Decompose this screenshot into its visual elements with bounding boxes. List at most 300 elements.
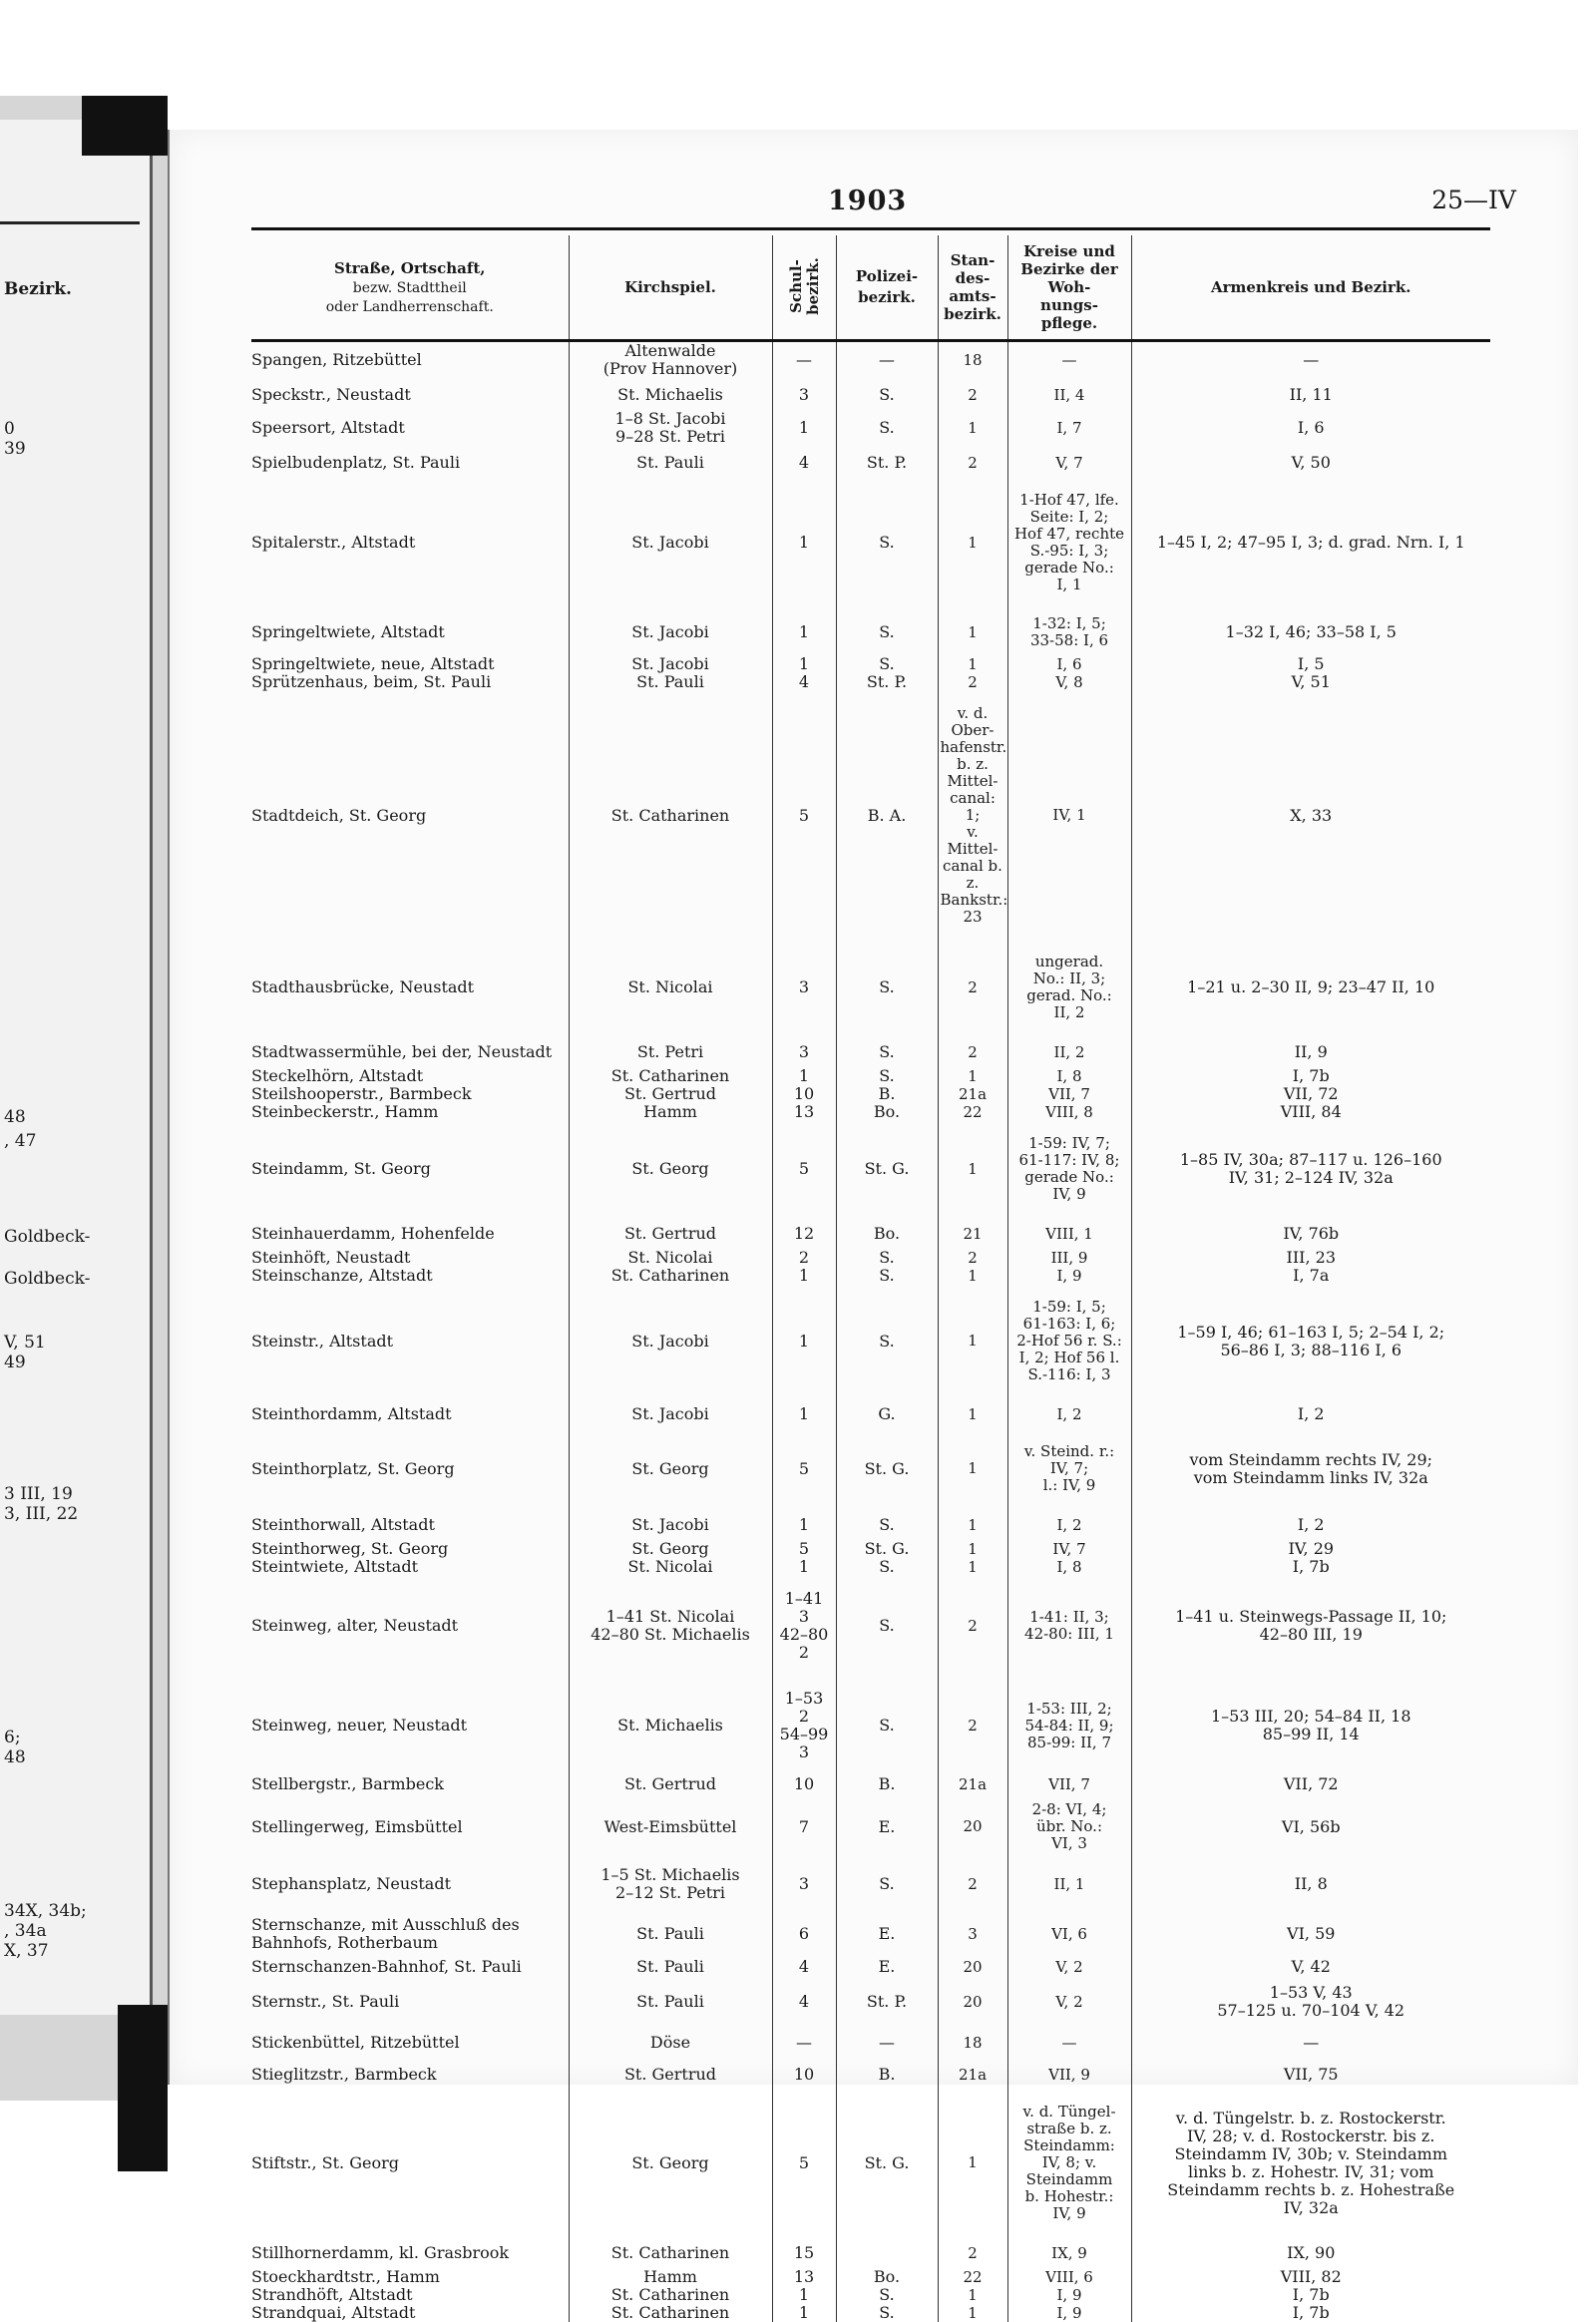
poor-relief-cell: I, 7b	[1131, 2286, 1490, 2304]
school-cell: 1	[772, 1067, 836, 1085]
registry-cell: 1	[938, 1397, 1007, 1429]
welfare-cell: II, 4	[1007, 378, 1131, 410]
page-number: 25—IV	[1431, 186, 1516, 214]
parish-cell: St. Michaelis	[569, 378, 772, 410]
registry-cell: 1	[938, 1558, 1007, 1576]
parish-cell: St. Catharinen	[569, 2304, 772, 2322]
police-cell: Bo.	[836, 1103, 938, 1121]
school-cell: 6	[772, 1908, 836, 1958]
parish-cell: St. Gertrud	[569, 1085, 772, 1103]
police-cell: St. P.	[836, 446, 938, 478]
police-cell: S.	[836, 410, 938, 446]
parish-cell: 1–41 St. Nicolai 42–80 St. Michaelis	[569, 1576, 772, 1676]
binding-edge-bottom	[118, 2005, 168, 2171]
school-cell: 3	[772, 940, 836, 1035]
table-row	[251, 2304, 1490, 2322]
poor-relief-cell: vom Steindamm rechts IV, 29; vom Steindamm links IV, 32a	[1131, 1429, 1490, 1508]
table-row	[251, 1676, 1490, 1775]
parish-cell: St. Pauli	[569, 446, 772, 478]
poor-relief-cell: V, 50	[1131, 446, 1490, 478]
welfare-cell: I, 9	[1007, 1267, 1131, 1285]
left-fragment: 48	[4, 1107, 26, 1127]
welfare-cell: I, 6	[1007, 655, 1131, 673]
police-cell: B.	[836, 2058, 938, 2090]
school-cell: 1	[772, 607, 836, 655]
police-cell: S.	[836, 1676, 938, 1775]
registry-cell: 20	[938, 1793, 1007, 1858]
welfare-cell: V, 7	[1007, 446, 1131, 478]
police-cell: S.	[836, 1576, 938, 1676]
street-cell: Steindamm, St. Georg	[251, 1159, 431, 1178]
parish-cell: St. Nicolai	[569, 1558, 772, 1576]
header-rule	[251, 227, 1490, 230]
poor-relief-cell: I, 7b	[1131, 1067, 1490, 1085]
parish-cell: St. Georg	[569, 1540, 772, 1558]
poor-relief-cell: VIII, 84	[1131, 1103, 1490, 1121]
street-cell: Steinbeckerstr., Hamm	[251, 1102, 439, 1121]
parish-cell: West-Eimsbüttel	[569, 1793, 772, 1858]
welfare-cell: I, 8	[1007, 1067, 1131, 1085]
street-cell: Steinhauerdamm, Hohenfelde	[251, 1224, 495, 1243]
welfare-cell: 1-41: II, 3; 42-80: III, 1	[1007, 1576, 1131, 1676]
street-cell: Steinweg, neuer, Neustadt	[251, 1716, 468, 1735]
street-cell: Stieglitzstr., Barmbeck	[251, 2065, 437, 2084]
poor-relief-cell: V, 42	[1131, 1958, 1490, 1976]
registry-cell: 1	[938, 655, 1007, 673]
parish-cell: St. Jacobi	[569, 1285, 772, 1397]
table-row	[251, 1976, 1490, 2026]
table-row	[251, 1576, 1490, 1676]
welfare-cell: IV, 7	[1007, 1540, 1131, 1558]
table-row	[251, 2236, 1490, 2268]
left-fragment: 6;	[4, 1728, 21, 1747]
school-cell: 1–53 2 54–99 3	[772, 1676, 836, 1775]
welfare-cell: II, 2	[1007, 1035, 1131, 1067]
poor-relief-cell: 1–53 V, 43 57–125 u. 70–104 V, 42	[1131, 1976, 1490, 2026]
registry-cell: 1	[938, 1429, 1007, 1508]
parish-cell: St. Georg	[569, 2090, 772, 2236]
registry-cell: 1	[938, 1267, 1007, 1285]
police-cell: S.	[836, 1285, 938, 1397]
welfare-cell: VII, 7	[1007, 1775, 1131, 1793]
police-cell: S.	[836, 478, 938, 607]
school-cell: 4	[772, 446, 836, 478]
school-cell: 12	[772, 1217, 836, 1249]
column-header-police: Polizei- bezirk.	[836, 235, 938, 341]
welfare-cell: v. d. Tüngel- straße b. z. Steindamm: IV, 8; v. Steindamm b. Hohestr.: IV, 9	[1007, 2090, 1131, 2236]
welfare-cell: IV, 1	[1007, 691, 1131, 940]
parish-cell: St. Jacobi	[569, 478, 772, 607]
police-cell: S.	[836, 655, 938, 673]
table-row	[251, 1397, 1490, 1429]
column-header-street	[251, 235, 569, 341]
street-cell: Stillhornerdamm, kl. Grasbrook	[251, 2243, 510, 2262]
welfare-cell: V, 8	[1007, 673, 1131, 691]
street-cell: Stickenbüttel, Ritzebüttel	[251, 2033, 460, 2052]
column-title: Straße, Ortschaft,	[334, 258, 486, 277]
poor-relief-cell: 1–41 u. Steinwegs-Passage II, 10; 42–80 III, 19	[1131, 1576, 1490, 1676]
left-fragment: 49	[4, 1353, 26, 1372]
police-cell	[836, 2236, 938, 2268]
welfare-cell: ungerad. No.: II, 3; gerad. No.: II, 2	[1007, 940, 1131, 1035]
poor-relief-cell: VII, 72	[1131, 1085, 1490, 1103]
registry-cell: 2	[938, 940, 1007, 1035]
poor-relief-cell: I, 2	[1131, 1508, 1490, 1540]
school-cell: 13	[772, 2268, 836, 2286]
street-cell: Sternschanze, mit Ausschluß des Bahnhofs, Rotherbaum	[251, 1915, 520, 1952]
column-header-welfare: Kreise und Bezirke der Woh- nungs- pflege.	[1007, 235, 1131, 341]
school-cell: 10	[772, 2058, 836, 2090]
school-cell: 3	[772, 1035, 836, 1067]
parish-cell: St. Pauli	[569, 673, 772, 691]
school-cell: 1	[772, 1508, 836, 1540]
left-fragment: V, 51	[4, 1333, 46, 1353]
registry-cell: 1	[938, 410, 1007, 446]
street-cell: Steinthorweg, St. Georg	[251, 1539, 449, 1558]
table-row	[251, 1540, 1490, 1558]
poor-relief-cell: VI, 59	[1131, 1908, 1490, 1958]
street-cell: Springeltwiete, neue, Altstadt	[251, 654, 495, 673]
street-cell: Steinhöft, Neustadt	[251, 1248, 411, 1267]
school-cell: 10	[772, 1085, 836, 1103]
school-cell: 1	[772, 1285, 836, 1397]
registry-cell: 2	[938, 1249, 1007, 1267]
police-cell: —	[836, 341, 938, 379]
parish-cell: St. Pauli	[569, 1958, 772, 1976]
street-cell: Sprützenhaus, beim, St. Pauli	[251, 672, 492, 691]
table-row	[251, 1508, 1490, 1540]
table-header-row	[251, 235, 1490, 341]
left-fragment: 34X, 34b;	[4, 1901, 87, 1921]
poor-relief-cell: VI, 56b	[1131, 1793, 1490, 1858]
registry-cell: 22	[938, 1103, 1007, 1121]
welfare-cell: —	[1007, 341, 1131, 379]
school-cell: 5	[772, 1429, 836, 1508]
welfare-cell: I, 9	[1007, 2286, 1131, 2304]
poor-relief-cell: II, 11	[1131, 378, 1490, 410]
school-cell: 4	[772, 1976, 836, 2026]
police-cell: S.	[836, 2286, 938, 2304]
parish-cell: St. Catharinen	[569, 691, 772, 940]
registry-cell: 1	[938, 2090, 1007, 2236]
table-row	[251, 607, 1490, 655]
welfare-cell: 2-8: VI, 4; übr. No.: VI, 3	[1007, 1793, 1131, 1858]
street-cell: Stadtwassermühle, bei der, Neustadt	[251, 1042, 553, 1061]
parish-cell: St. Jacobi	[569, 1508, 772, 1540]
left-fragment: 0	[4, 419, 15, 439]
school-cell: 1	[772, 1558, 836, 1576]
column-header-parish: Kirchspiel.	[569, 235, 772, 341]
table-row	[251, 446, 1490, 478]
welfare-cell: 1-Hof 47, lfe. Seite: I, 2; Hof 47, rechte S.-95: I, 3; gerade No.: I, 1	[1007, 478, 1131, 607]
school-cell: 5	[772, 1540, 836, 1558]
poor-relief-cell: I, 7b	[1131, 2304, 1490, 2322]
school-cell: 3	[772, 378, 836, 410]
police-cell: E.	[836, 1793, 938, 1858]
registry-cell: 22	[938, 2268, 1007, 2286]
police-cell: St. P.	[836, 1976, 938, 2026]
police-cell: S.	[836, 378, 938, 410]
registry-cell: 20	[938, 1958, 1007, 1976]
table-row	[251, 410, 1490, 446]
welfare-cell: 1-59: IV, 7; 61-117: IV, 8; gerade No.: IV, 9	[1007, 1121, 1131, 1217]
street-cell: Steintwiete, Altstadt	[251, 1557, 419, 1576]
street-cell: Springeltwiete, Altstadt	[251, 622, 445, 641]
welfare-cell: VIII, 1	[1007, 1217, 1131, 1249]
welfare-cell: II, 1	[1007, 1858, 1131, 1908]
police-cell: St. G.	[836, 2090, 938, 2236]
street-cell: Steinweg, alter, Neustadt	[251, 1616, 459, 1635]
poor-relief-cell: I, 5	[1131, 655, 1490, 673]
police-cell: S.	[836, 607, 938, 655]
column-header-poor: Armenkreis und Bezirk.	[1131, 235, 1490, 341]
table-row	[251, 2026, 1490, 2058]
registry-cell: 2	[938, 1676, 1007, 1775]
welfare-cell: I, 2	[1007, 1508, 1131, 1540]
table-row	[251, 1429, 1490, 1508]
left-fragment: Goldbeck-	[4, 1227, 91, 1247]
street-cell: Spitalerstr., Altstadt	[251, 533, 416, 552]
school-cell: —	[772, 2026, 836, 2058]
street-cell: Speckstr., Neustadt	[251, 385, 411, 404]
parish-cell: Altenwalde (Prov Hannover)	[569, 341, 772, 379]
school-cell: 5	[772, 2090, 836, 2236]
police-cell: S.	[836, 1267, 938, 1285]
table-row	[251, 673, 1490, 691]
poor-relief-cell: I, 6	[1131, 410, 1490, 446]
street-cell: Speersort, Altstadt	[251, 418, 405, 437]
registry-cell: 1	[938, 1540, 1007, 1558]
left-fragment: 3, III, 22	[4, 1504, 79, 1524]
registry-cell: 2	[938, 2236, 1007, 2268]
welfare-cell: VIII, 8	[1007, 1103, 1131, 1121]
registry-cell: 1	[938, 2286, 1007, 2304]
street-cell: Stoeckhardtstr., Hamm	[251, 2267, 440, 2286]
parish-cell: Hamm	[569, 2268, 772, 2286]
registry-cell: 2	[938, 446, 1007, 478]
registry-cell: 21a	[938, 2058, 1007, 2090]
welfare-cell: I, 8	[1007, 1558, 1131, 1576]
parish-cell: St. Catharinen	[569, 1267, 772, 1285]
welfare-cell: V, 2	[1007, 1976, 1131, 2026]
parish-cell: St. Pauli	[569, 1976, 772, 2026]
street-cell: Steckelhörn, Altstadt	[251, 1066, 424, 1085]
welfare-cell: VII, 9	[1007, 2058, 1131, 2090]
registry-cell: 21a	[938, 1775, 1007, 1793]
table-row	[251, 2268, 1490, 2286]
police-cell: S.	[836, 1508, 938, 1540]
parish-cell: St. Petri	[569, 1035, 772, 1067]
school-cell: 1	[772, 1397, 836, 1429]
street-cell: Sternstr., St. Pauli	[251, 1992, 400, 2011]
police-cell: St. G.	[836, 1121, 938, 1217]
page-year: 1903	[828, 186, 908, 216]
registry-cell: 1	[938, 607, 1007, 655]
registry-cell: 1	[938, 1285, 1007, 1397]
table-row	[251, 1793, 1490, 1858]
police-cell: S.	[836, 1858, 938, 1908]
registry-cell: 1	[938, 1121, 1007, 1217]
parish-cell: Döse	[569, 2026, 772, 2058]
poor-relief-cell: 1–32 I, 46; 33–58 I, 5	[1131, 607, 1490, 655]
poor-relief-cell: III, 23	[1131, 1249, 1490, 1267]
poor-relief-cell: 1–45 I, 2; 47–95 I, 3; d. grad. Nrn. I, 1	[1131, 478, 1490, 607]
registry-cell: 18	[938, 2026, 1007, 2058]
parish-cell: St. Pauli	[569, 1908, 772, 1958]
left-page-edge	[0, 120, 153, 2015]
street-cell: Stellbergstr., Barmbeck	[251, 1774, 444, 1793]
street-cell: Steilshooperstr., Barmbeck	[251, 1084, 472, 1103]
running-head	[170, 186, 1578, 225]
column-subtitle: bezw. Stadttheil oder Landherrenschaft.	[325, 279, 494, 315]
registry-cell: v. d. Ober- hafenstr. b. z. Mittel- canal: 1; v. Mittel- canal b. z. Bankstr.: 23	[938, 691, 1007, 940]
registry-cell: 2	[938, 1576, 1007, 1676]
police-cell: B.	[836, 1775, 938, 1793]
street-cell: Steinthordamm, Altstadt	[251, 1404, 452, 1423]
welfare-cell: IX, 9	[1007, 2236, 1131, 2268]
table-row	[251, 2286, 1490, 2304]
police-cell: St. G.	[836, 1540, 938, 1558]
binding-edge-top	[82, 96, 168, 156]
poor-relief-cell: IV, 29	[1131, 1540, 1490, 1558]
registry-cell: 2	[938, 1858, 1007, 1908]
parish-cell: St. Catharinen	[569, 2286, 772, 2304]
left-fragment: 48	[4, 1747, 26, 1767]
poor-relief-cell: 1–21 u. 2–30 II, 9; 23–47 II, 10	[1131, 940, 1490, 1035]
school-cell: 15	[772, 2236, 836, 2268]
school-cell: 4	[772, 673, 836, 691]
table-row	[251, 478, 1490, 607]
parish-cell: St. Gertrud	[569, 2058, 772, 2090]
police-cell: G.	[836, 1397, 938, 1429]
parish-cell: St. Jacobi	[569, 1397, 772, 1429]
parish-cell: St. Gertrud	[569, 1217, 772, 1249]
police-cell: Bo.	[836, 2268, 938, 2286]
police-cell: S.	[836, 1035, 938, 1067]
street-cell: Stephansplatz, Neustadt	[251, 1874, 452, 1893]
street-cell: Stiftstr., St. Georg	[251, 2152, 399, 2172]
table-row	[251, 1249, 1490, 1267]
registry-cell: 1	[938, 1508, 1007, 1540]
table-row	[251, 1285, 1490, 1397]
street-cell: Steinthorplatz, St. Georg	[251, 1458, 455, 1478]
poor-relief-cell: 1–85 IV, 30a; 87–117 u. 126–160 IV, 31; 2–124 IV, 32a	[1131, 1121, 1490, 1217]
police-cell: S.	[836, 1558, 938, 1576]
poor-relief-cell: I, 7b	[1131, 1558, 1490, 1576]
poor-relief-cell: 1–59 I, 46; 61–163 I, 5; 2–54 I, 2; 56–86 I, 3; 88–116 I, 6	[1131, 1285, 1490, 1397]
police-cell: St. G.	[836, 1429, 938, 1508]
school-cell: 2	[772, 1249, 836, 1267]
registry-cell: 21	[938, 1217, 1007, 1249]
parish-cell: Hamm	[569, 1103, 772, 1121]
left-page-rule	[0, 221, 140, 224]
street-cell: Strandhöft, Altstadt	[251, 2285, 413, 2304]
registry-cell: 21a	[938, 1085, 1007, 1103]
table-row	[251, 1217, 1490, 1249]
school-cell: 1	[772, 655, 836, 673]
police-cell: —	[836, 2026, 938, 2058]
poor-relief-cell: X, 33	[1131, 691, 1490, 940]
table-row	[251, 378, 1490, 410]
table-row	[251, 2090, 1490, 2236]
poor-relief-cell: I, 2	[1131, 1397, 1490, 1429]
street-cell: Sternschanzen-Bahnhof, St. Pauli	[251, 1957, 522, 1976]
poor-relief-cell: VII, 72	[1131, 1775, 1490, 1793]
registry-cell: 1	[938, 2304, 1007, 2322]
street-cell: Steinschanze, Altstadt	[251, 1266, 433, 1285]
police-cell: S.	[836, 1067, 938, 1085]
welfare-cell: III, 9	[1007, 1249, 1131, 1267]
table-row	[251, 1103, 1490, 1121]
school-cell: 1	[772, 2304, 836, 2322]
left-fragment: X, 37	[4, 1941, 49, 1961]
police-cell: S.	[836, 1249, 938, 1267]
registry-cell: 2	[938, 673, 1007, 691]
table-row	[251, 1558, 1490, 1576]
police-cell: B.	[836, 1085, 938, 1103]
welfare-cell: I, 7	[1007, 410, 1131, 446]
poor-relief-cell: VIII, 82	[1131, 2268, 1490, 2286]
poor-relief-cell: v. d. Tüngelstr. b. z. Rostockerstr. IV, 28; v. d. Rostockerstr. bis z. Steindamm IV, 30b; v. Steindamm links b. z. Hohestr. IV, 31; vom Steindamm rechts b. z. Hohestraße IV, 32a	[1131, 2090, 1490, 2236]
school-cell: 13	[772, 1103, 836, 1121]
registry-cell: 18	[938, 341, 1007, 379]
welfare-cell: v. Steind. r.: IV, 7; l.: IV, 9	[1007, 1429, 1131, 1508]
welfare-cell: I, 9	[1007, 2304, 1131, 2322]
school-cell: 5	[772, 691, 836, 940]
school-cell: 5	[772, 1121, 836, 1217]
column-header-registry: Stan- des- amts- bezirk.	[938, 235, 1007, 341]
school-cell: 10	[772, 1775, 836, 1793]
table-row	[251, 940, 1490, 1035]
street-cell: Spielbudenplatz, St. Pauli	[251, 453, 461, 472]
school-cell: 7	[772, 1793, 836, 1858]
table-row	[251, 341, 1490, 379]
table-row	[251, 1035, 1490, 1067]
parish-cell: St. Jacobi	[569, 607, 772, 655]
left-fragment: Goldbeck-	[4, 1269, 91, 1289]
police-cell: Bo.	[836, 1217, 938, 1249]
school-cell: 1	[772, 410, 836, 446]
school-cell: 1	[772, 1267, 836, 1285]
registry-cell: 1	[938, 1067, 1007, 1085]
poor-relief-cell: II, 8	[1131, 1858, 1490, 1908]
poor-relief-cell: —	[1131, 2026, 1490, 2058]
poor-relief-cell: 1–53 III, 20; 54–84 II, 18 85–99 II, 14	[1131, 1676, 1490, 1775]
welfare-cell: I, 2	[1007, 1397, 1131, 1429]
welfare-cell: VI, 6	[1007, 1908, 1131, 1958]
table-row	[251, 1858, 1490, 1908]
left-fragment: 39	[4, 439, 26, 459]
welfare-cell: VII, 7	[1007, 1085, 1131, 1103]
directory-page	[168, 130, 1578, 2322]
registry-cell: 2	[938, 378, 1007, 410]
street-cell: Stellingerweg, Eimsbüttel	[251, 1816, 463, 1836]
police-cell: E.	[836, 1958, 938, 1976]
school-cell: 3	[772, 1858, 836, 1908]
registry-cell: 2	[938, 1035, 1007, 1067]
street-directory-table	[251, 235, 1490, 2322]
welfare-cell: VIII, 6	[1007, 2268, 1131, 2286]
school-cell: 1	[772, 2286, 836, 2304]
street-cell: Spangen, Ritzebüttel	[251, 350, 422, 369]
poor-relief-cell: II, 9	[1131, 1035, 1490, 1067]
police-cell: E.	[836, 1908, 938, 1958]
left-fragment: 3 III, 19	[4, 1484, 73, 1504]
poor-relief-cell: I, 7a	[1131, 1267, 1490, 1285]
street-cell: Steinstr., Altstadt	[251, 1331, 394, 1351]
police-cell: St. P.	[836, 673, 938, 691]
parish-cell: St. Jacobi	[569, 655, 772, 673]
